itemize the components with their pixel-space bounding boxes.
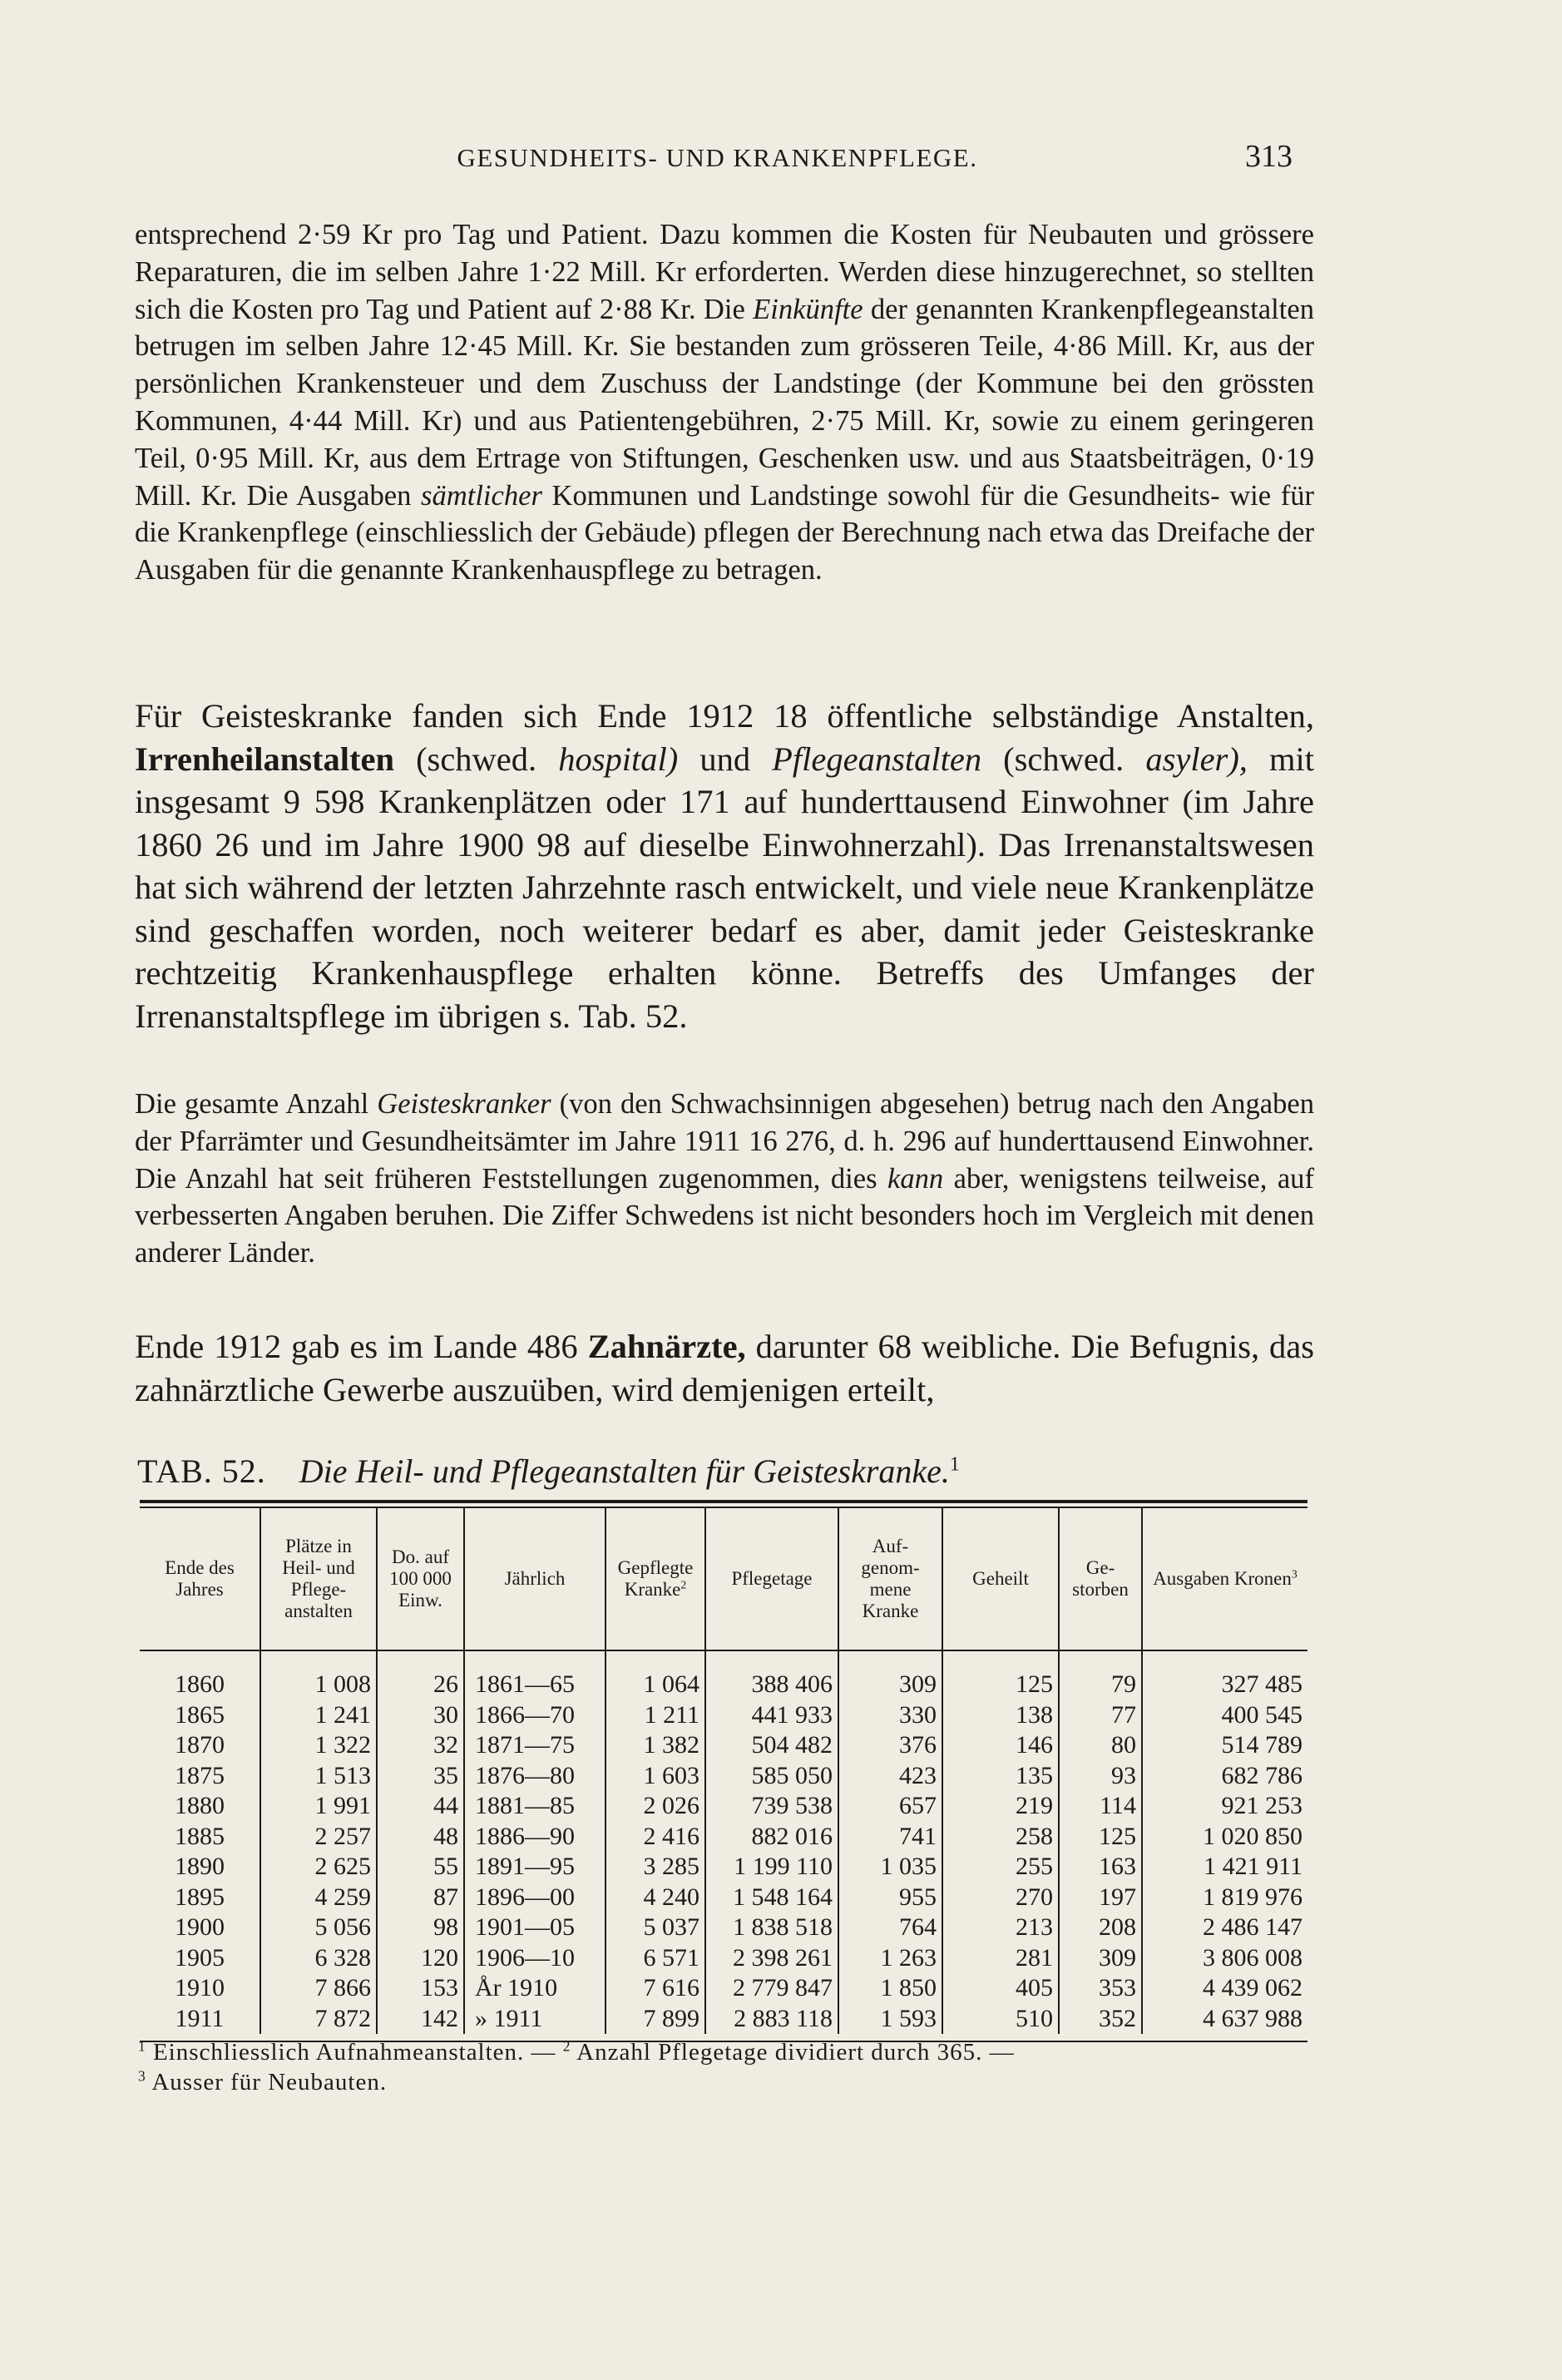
text-run: (von den Schwachsinnigen abgesehen) betrug nach den Angaben der Pfarrämter und Gesundheitsämter im Jahre 1911 16 276, d. h. 296 auf hunderttausend Einwohner. Die Anzahl hat seit früheren Feststellungen zugenommen, dies xyxy=(135,1088,1314,1195)
table-top-rule xyxy=(140,1500,1307,1503)
table-cell: » 1911 xyxy=(464,2004,606,2035)
table-cell: 1 819 976 xyxy=(1142,1883,1307,1913)
bold-irrenheilanstalten: Irrenheilanstalten xyxy=(135,740,394,778)
table-cell: 2 779 847 xyxy=(705,1973,838,2004)
table-cell: 1 322 xyxy=(260,1730,377,1761)
footnote-mark: 1 xyxy=(138,2037,146,2055)
table-cell: 30 xyxy=(377,1700,464,1731)
table-cell: 7 899 xyxy=(606,2004,705,2035)
table-cell: 955 xyxy=(838,1883,942,1913)
table-cell: 1 513 xyxy=(260,1761,377,1792)
table-cell: 1866—70 xyxy=(464,1700,606,1731)
table-cell: 1 421 911 xyxy=(1142,1852,1307,1883)
table-cell: 142 xyxy=(377,2004,464,2035)
table-cell: 255 xyxy=(942,1852,1059,1883)
column-header-text: Ausgaben Kronen xyxy=(1153,1568,1292,1589)
table-cell: 1900 xyxy=(175,1913,225,1941)
table-cell: 1881—85 xyxy=(464,1791,606,1822)
table-cell: 330 xyxy=(838,1700,942,1731)
table-cell: 882 016 xyxy=(705,1822,838,1853)
emphasis-asyler: asyler), xyxy=(1145,740,1248,778)
table-cell: 114 xyxy=(1059,1791,1142,1822)
table-cell: 163 xyxy=(1059,1852,1142,1883)
table-cell: 4 439 062 xyxy=(1142,1973,1307,2004)
table-cell: 1890 xyxy=(175,1853,225,1880)
table-cell: 93 xyxy=(1059,1761,1142,1792)
table-row xyxy=(140,1883,1307,1913)
table-cell: 2 486 147 xyxy=(1142,1912,1307,1943)
column-header: Jährlich xyxy=(464,1508,606,1650)
footnote-text: Ausser für Neubauten. xyxy=(146,2069,388,2095)
table-cell: 309 xyxy=(1059,1943,1142,1974)
column-header xyxy=(1142,1508,1307,1650)
table-cell: 281 xyxy=(942,1943,1059,1974)
table-cell: 400 545 xyxy=(1142,1700,1307,1731)
table-cell: 1861—65 xyxy=(464,1670,606,1700)
table-cell: 1895 xyxy=(175,1883,225,1911)
data-table-wrapper xyxy=(140,1500,1307,2042)
data-table xyxy=(140,1508,1307,2034)
table-cell: 208 xyxy=(1059,1912,1142,1943)
table-cell: 1896—00 xyxy=(464,1883,606,1913)
text-run: mit insgesamt 9 598 Krankenplätzen oder 171 auf hunderttausend Einwohner (im Jahre 1860 26 und im Jahre 1900 98 auf dieselbe Einwohnerzahl). Das Irrenanstaltswesen hat sich während der letzten Jahrzehnte rasch entwickelt, und viele neue Krankenplätze sind geschaffen worden, noch weiterer bedarf es aber, damit jeder Geisteskranke rechtzeitig Krankenhauspflege erhalten könne. Betreffs des Umfanges der Irrenanstaltspflege im übrigen s. Tab. 52. xyxy=(135,740,1315,1035)
table-row xyxy=(140,1852,1307,1883)
table-cell: 44 xyxy=(377,1791,464,1822)
table-cell: 423 xyxy=(838,1761,942,1792)
footnote-line-1 xyxy=(138,2037,1311,2067)
table-cell: 2 883 118 xyxy=(705,2004,838,2035)
table-cell: 258 xyxy=(942,1822,1059,1853)
table-row xyxy=(140,1822,1307,1853)
bold-zahnaerzte: Zahnärzte, xyxy=(587,1328,746,1365)
table-title-footnote-mark: 1 xyxy=(949,1453,960,1476)
page-number: 313 xyxy=(1245,139,1293,174)
text-run: (schwed. xyxy=(981,740,1146,778)
table-cell: 309 xyxy=(838,1670,942,1700)
column-header: Geheilt xyxy=(942,1508,1059,1650)
table-cell: 35 xyxy=(377,1761,464,1792)
paragraph-geisteskranke xyxy=(135,695,1314,1037)
table-row xyxy=(140,1791,1307,1822)
emphasis-pflegeanstalten: Pflegeanstalten xyxy=(772,740,982,778)
table-cell: 1876—80 xyxy=(464,1761,606,1792)
table-cell: 4 259 xyxy=(260,1883,377,1913)
table-cell: 1865 xyxy=(175,1700,225,1729)
table-cell: 405 xyxy=(942,1973,1059,2004)
table-cell: 352 xyxy=(1059,2004,1142,2035)
table-cell: 741 xyxy=(838,1822,942,1853)
table-cell: 138 xyxy=(942,1700,1059,1731)
table-cell: 146 xyxy=(942,1730,1059,1761)
text-run: darunter 68 weibliche. Die Befugnis, das zahnärztliche Gewerbe auszuüben, wird demjenigen erteilt, xyxy=(135,1328,1314,1408)
table-row xyxy=(140,1973,1307,2004)
table-cell: 2 625 xyxy=(260,1852,377,1883)
table-cell: 585 050 xyxy=(705,1761,838,1792)
table-cell: 197 xyxy=(1059,1883,1142,1913)
table-cell: 1885 xyxy=(175,1822,225,1850)
text-run: (schwed. xyxy=(394,740,559,778)
table-cell: 2 026 xyxy=(606,1791,705,1822)
emphasis-einkuenfte: Einkünfte xyxy=(753,293,863,325)
table-cell: 26 xyxy=(377,1670,464,1700)
emphasis-kann: kann xyxy=(887,1162,944,1195)
table-cell: 1 064 xyxy=(606,1670,705,1700)
table-cell: 441 933 xyxy=(705,1700,838,1731)
text-run: und xyxy=(678,740,773,778)
table-row xyxy=(140,1670,1307,1700)
table-cell: 1871—75 xyxy=(464,1730,606,1761)
table-cell: 7 866 xyxy=(260,1973,377,2004)
footnote-text: Einschliesslich Aufnahmeanstalten. — xyxy=(146,2039,563,2066)
column-header: Pflegetage xyxy=(705,1508,838,1650)
table-cell: 1 035 xyxy=(838,1852,942,1883)
table-cell: 376 xyxy=(838,1730,942,1761)
column-header: Plätze in Heil- und Pflege- anstalten xyxy=(260,1508,377,1650)
table-cell: 1906—10 xyxy=(464,1943,606,1974)
table-cell: 1 603 xyxy=(606,1761,705,1792)
table-body xyxy=(140,1650,1307,2034)
table-cell: 4 240 xyxy=(606,1883,705,1913)
table-cell: 1 850 xyxy=(838,1973,942,2004)
emphasis-hospital: hospital) xyxy=(558,740,679,778)
table-cell: 77 xyxy=(1059,1700,1142,1731)
table-cell: 4 637 988 xyxy=(1142,2004,1307,2035)
table-cell: 1 199 110 xyxy=(705,1852,838,1883)
table-cell: 2 416 xyxy=(606,1822,705,1853)
table-cell: 1905 xyxy=(175,1943,225,1972)
table-cell: 1870 xyxy=(175,1731,225,1759)
column-header: Ende des Jahres xyxy=(165,1557,235,1600)
text-run: Für Geisteskranke fanden sich Ende 1912 18 öffentliche selbständige Anstalten, xyxy=(135,697,1314,735)
running-header: GESUNDHEITS- UND KRANKENPFLEGE. xyxy=(457,143,978,172)
table-cell: 153 xyxy=(377,1973,464,2004)
table-cell: 1 241 xyxy=(260,1700,377,1731)
footnote-line-2 xyxy=(138,2067,1311,2097)
table-cell: 270 xyxy=(942,1883,1059,1913)
table-cell: 921 253 xyxy=(1142,1791,1307,1822)
paragraph-costs xyxy=(135,216,1314,589)
table-cell: 6 328 xyxy=(260,1943,377,1974)
table-cell: 1910 xyxy=(175,1974,225,2001)
column-header: Auf- genom- mene Kranke xyxy=(838,1508,942,1650)
table-row xyxy=(140,2004,1307,2035)
table-cell: 87 xyxy=(377,1883,464,1913)
column-header: Ge- storben xyxy=(1059,1508,1142,1650)
table-cell: 1 838 518 xyxy=(705,1912,838,1943)
table-cell: 48 xyxy=(377,1822,464,1853)
table-cell: 1 008 xyxy=(260,1670,377,1700)
table-cell: 739 538 xyxy=(705,1791,838,1822)
text-run: aber, wenigstens teilweise, auf verbesserten Angaben beruhen. Die Ziffer Schwedens ist nicht besonders hoch im Vergleich mit denen anderer Länder. xyxy=(135,1162,1314,1269)
table-cell: 1880 xyxy=(175,1792,225,1819)
table-label: TAB. 52. xyxy=(137,1452,266,1490)
table-cell: 1911 xyxy=(175,2004,225,2032)
table-cell: 1891—95 xyxy=(464,1852,606,1883)
table-cell: 5 037 xyxy=(606,1912,705,1943)
table-cell: 219 xyxy=(942,1791,1059,1822)
table-cell: 7 616 xyxy=(606,1973,705,2004)
table-cell: 1 211 xyxy=(606,1700,705,1731)
paragraph-zahnaerzte xyxy=(135,1325,1314,1411)
table-cell: 2 398 261 xyxy=(705,1943,838,1974)
footnote-mark: 3 xyxy=(138,2067,146,2085)
footnotes xyxy=(138,2037,1311,2097)
table-row xyxy=(140,1943,1307,1974)
table-cell: 6 571 xyxy=(606,1943,705,1974)
table-cell: 1 991 xyxy=(260,1791,377,1822)
text-run: Kommunen und Landstinge sowohl für die Gesundheits- wie für die Krankenpflege (einschliesslich der Gebäude) pflegen der Berechnung nach etwa das Dreifache der Ausgaben für die genannte Krankenhauspflege zu betragen. xyxy=(135,479,1315,586)
table-row xyxy=(140,1730,1307,1761)
column-header-text: Gepflegte Kranke xyxy=(617,1557,694,1600)
table-cell: 353 xyxy=(1059,1973,1142,2004)
table-cell: 55 xyxy=(377,1852,464,1883)
text-run: der genannten Krankenpflegeanstalten betrugen im selben Jahre 12·45 Mill. Kr. Sie bestanden zum grösseren Teile, 4·86 Mill. Kr, aus der persönlichen Krankensteuer und dem Zuschuss der Landstinge (der Kommune bei den grössten Kommunen, 4·44 Mill. Kr) und aus Patientengebühren, 2·75 Mill. Kr, sowie zu einem geringeren Teil, 0·95 Mill. Kr, aus dem Ertrage von Stiftungen, Geschenken usw. und aus Staatsbeiträgen, 0·19 Mill. Kr. Die Ausgaben xyxy=(135,293,1314,512)
table-cell: 510 xyxy=(942,2004,1059,2035)
table-cell: 80 xyxy=(1059,1730,1142,1761)
table-header-row xyxy=(140,1508,1307,1650)
table-cell: 1875 xyxy=(175,1761,225,1789)
table-cell: 1 593 xyxy=(838,2004,942,2035)
table-cell: 135 xyxy=(942,1761,1059,1792)
table-cell: 1 263 xyxy=(838,1943,942,1974)
text-run: Ende 1912 gab es im Lande 486 xyxy=(135,1328,588,1365)
paragraph-anzahl xyxy=(135,1086,1314,1272)
table-cell: 79 xyxy=(1059,1670,1142,1700)
emphasis-geisteskranker: Geisteskranker xyxy=(377,1088,551,1120)
table-row xyxy=(140,1761,1307,1792)
table-cell: 98 xyxy=(377,1912,464,1943)
table-row xyxy=(140,1700,1307,1731)
table-cell: 1 548 164 xyxy=(705,1883,838,1913)
table-cell: 327 485 xyxy=(1142,1670,1307,1700)
table-cell: 657 xyxy=(838,1791,942,1822)
footnote-text: Anzahl Pflegetage dividiert durch 365. — xyxy=(571,2039,1015,2066)
footnote-mark: 3 xyxy=(1291,1567,1298,1581)
footnote-mark: 2 xyxy=(562,2037,571,2055)
table-cell: 3 285 xyxy=(606,1852,705,1883)
table-cell: 1860 xyxy=(175,1670,225,1698)
table-cell: 2 257 xyxy=(260,1822,377,1853)
table-cell: 7 872 xyxy=(260,2004,377,2035)
footnote-mark: 2 xyxy=(680,1578,687,1591)
table-cell: 682 786 xyxy=(1142,1761,1307,1792)
table-cell: 125 xyxy=(942,1670,1059,1700)
table-cell: 1 020 850 xyxy=(1142,1822,1307,1853)
table-row xyxy=(140,1912,1307,1943)
table-cell: 514 789 xyxy=(1142,1730,1307,1761)
table-cell: 1901—05 xyxy=(464,1912,606,1943)
table-cell: 5 056 xyxy=(260,1912,377,1943)
table-cell: 3 806 008 xyxy=(1142,1943,1307,1974)
table-cell: 32 xyxy=(377,1730,464,1761)
text-run: entsprechend 2·59 Kr pro Tag und Patient. Dazu kommen die Kosten für Neubauten und grössere Reparaturen, die im selben Jahre 1·22 Mill. Kr erforderten. Werden diese hinzugerechnet, so stellten sich die Kosten pro Tag und Patient auf 2·88 Kr. Die xyxy=(135,219,1314,325)
table-cell: 1886—90 xyxy=(464,1822,606,1853)
table-cell: 764 xyxy=(838,1912,942,1943)
table-caption xyxy=(137,1452,1302,1491)
emphasis-saemtlicher: sämtlicher xyxy=(421,479,542,512)
table-cell: 120 xyxy=(377,1943,464,1974)
table-cell: 125 xyxy=(1059,1822,1142,1853)
table-cell: 388 406 xyxy=(705,1670,838,1700)
table-cell: 1 382 xyxy=(606,1730,705,1761)
text-run: Die gesamte Anzahl xyxy=(135,1088,378,1120)
table-cell: 504 482 xyxy=(705,1730,838,1761)
table-title: Die Heil- und Pflegeanstalten für Geisteskranke. xyxy=(299,1452,950,1490)
table-cell: 213 xyxy=(942,1912,1059,1943)
table-cell: År 1910 xyxy=(464,1973,606,2004)
column-header xyxy=(606,1508,705,1650)
column-header: Do. auf 100 000 Einw. xyxy=(377,1508,464,1650)
